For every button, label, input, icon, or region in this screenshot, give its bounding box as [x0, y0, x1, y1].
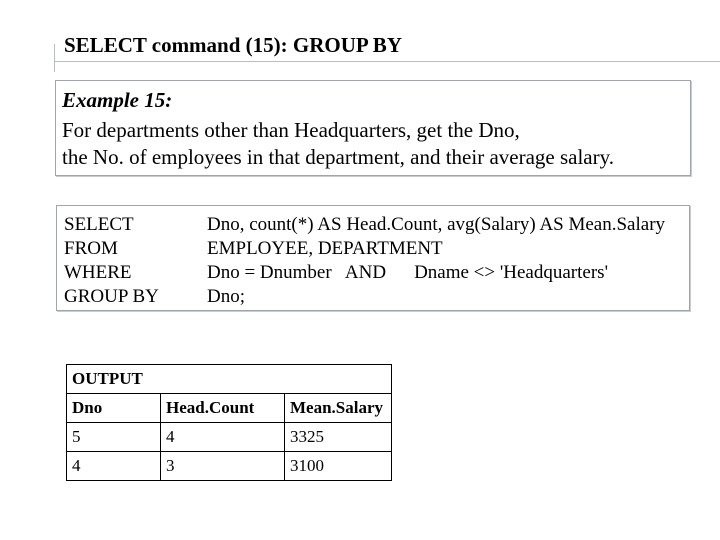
column-header-dno: Dno: [67, 394, 161, 423]
sql-keyword: GROUP BY: [64, 286, 159, 307]
table-header-row: [67, 394, 392, 423]
sql-where-clause: [57, 262, 689, 286]
sql-clause-value: Dno;: [207, 286, 245, 307]
sql-clause-value: [207, 262, 608, 284]
table-cell: 4: [161, 423, 285, 452]
sql-query-box: [56, 205, 690, 311]
table-cell: 4: [67, 452, 161, 481]
sql-clause-value: Dno, count(*) AS Head.Count, avg(Salary) AS Mean.Salary: [207, 214, 666, 235]
title-side-rule: [54, 44, 55, 72]
example-description-line-2: the No. of employees in that department, and their average salary.: [62, 145, 615, 169]
column-header-mean-salary: Mean.Salary: [285, 394, 392, 423]
sql-keyword: SELECT: [64, 214, 134, 235]
table-cell: 3100: [285, 452, 392, 481]
table-row: [67, 452, 392, 481]
sql-keyword: FROM: [64, 238, 118, 259]
table-cell: 5: [67, 423, 161, 452]
slide-title: SELECT command (15): GROUP BY: [64, 33, 402, 57]
table-row: [67, 423, 392, 452]
sql-from-clause: [57, 238, 689, 262]
output-caption-row: [67, 365, 392, 394]
output-caption: OUTPUT: [67, 365, 392, 394]
sql-clause-value: EMPLOYEE, DEPARTMENT: [207, 238, 443, 259]
sql-keyword: WHERE: [64, 262, 132, 283]
table-cell: 3: [161, 452, 285, 481]
title-underline: [54, 61, 720, 62]
table-cell: 3325: [285, 423, 392, 452]
sql-where-condition-2: Dname <> 'Headquarters': [414, 262, 608, 283]
example-heading: Example 15:: [62, 88, 173, 112]
sql-select-clause: [57, 214, 689, 238]
sql-where-condition-1: Dno = Dnumber AND: [207, 262, 387, 283]
example-description-line-1: For departments other than Headquarters, get the Dno,: [62, 118, 520, 142]
example-box: [55, 80, 691, 176]
sql-group-by-clause: [57, 286, 689, 310]
output-table: [66, 364, 392, 481]
column-header-head-count: Head.Count: [161, 394, 285, 423]
